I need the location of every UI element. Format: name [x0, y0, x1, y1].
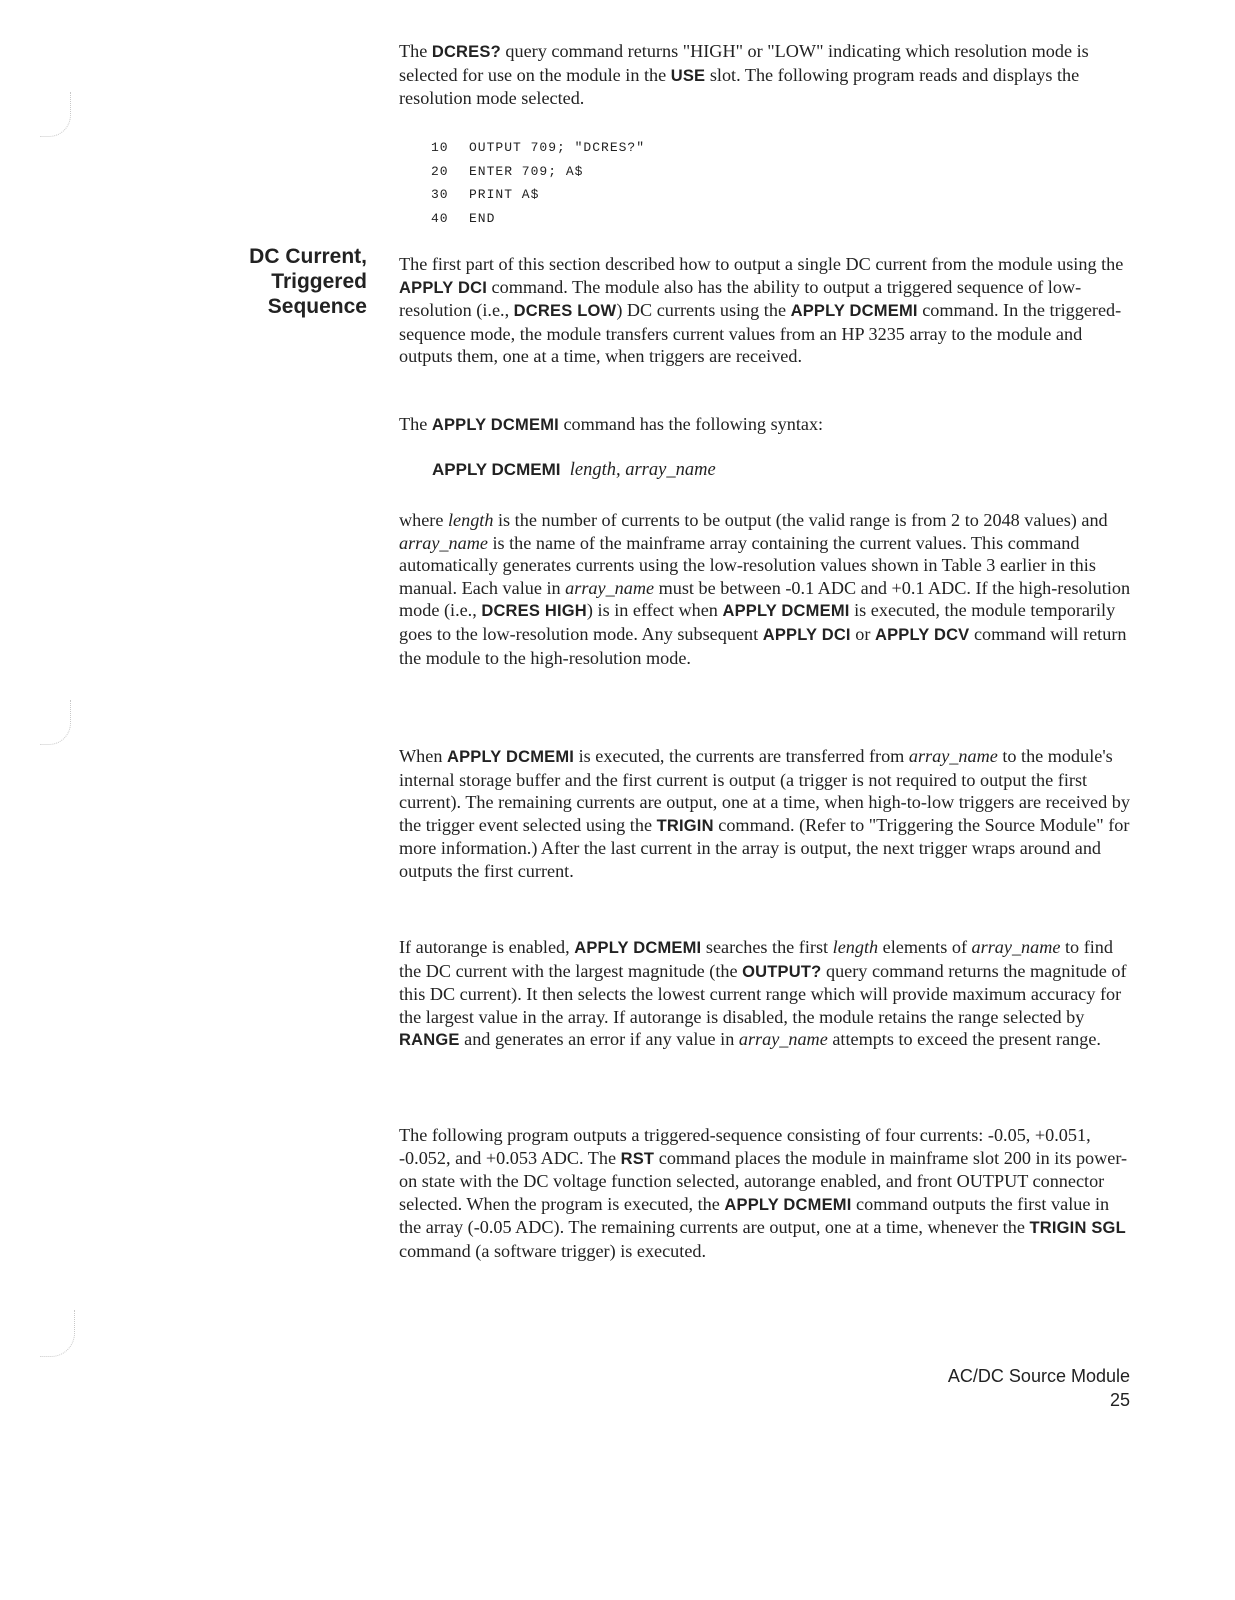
- intro-paragraph-block: [399, 40, 1135, 110]
- paragraph-2: The APPLY DCMEMI command has the following syntax:: [399, 414, 824, 434]
- syntax-line: [432, 460, 716, 481]
- syntax-command: APPLY DCMEMI: [432, 460, 561, 479]
- command-use: USE: [670, 66, 706, 85]
- paragraph-3: where length is the number of currents to be output (the valid range is from 2 to 2048 values) and array_name is the name of the mainframe array containing the current values. This command automatically generates currents using the low-resolution values shown in Table 3 earlier in this manual. Each value in array_name must be between -0.1 ADC and +0.1 ADC. If the high-resolution mode (i.e., DCRES HIGH) is in effect when APPLY DCMEMI is executed, the module temporarily goes to the low-resolution mode. Any subsequent APPLY DCI or APPLY DCV command will return the module to the high-resolution mode.: [399, 510, 1131, 668]
- paragraph-6: The following program outputs a triggered-sequence consisting of four currents: -0.05, +0.051, -0.052, and +0.053 ADC. The RST command places the module in mainframe slot 200 in its power-on state with the DC voltage function selected, autorange enabled, and front OUTPUT connector selected. When the program is executed, the APPLY DCMEMI command outputs the first value in the array (-0.05 ADC). The remaining currents are output, one at a time, whenever the TRIGIN SGL command (a software trigger) is executed.: [399, 1125, 1128, 1261]
- paragraph-5: If autorange is enabled, APPLY DCMEMI searches the first length elements of array_name to find the DC current with the largest magnitude (the OUTPUT? query command returns the magnitude of this DC current). It then selects the lowest current range which will provide maximum accuracy for the largest value in the array. If autorange is disabled, the module retains the range selected by RANGE and generates an error if any value in array_name attempts to exceed the present range.: [399, 937, 1127, 1050]
- binder-hole-mark-top: [40, 92, 71, 137]
- footer-title: AC/DC Source Module: [947, 1366, 1130, 1386]
- code-line: 40 END: [431, 210, 496, 226]
- page-number: 25: [1109, 1390, 1130, 1410]
- binder-hole-mark-bottom: [40, 1310, 75, 1357]
- intro-paragraph: The DCRES? query command returns "HIGH" or "LOW" indicating which resolution mode is selected for use on the module in the USE slot. The following program reads and displays the resolution mode selected.: [399, 41, 1089, 109]
- paragraph-4: When APPLY DCMEMI is executed, the currents are transferred from array_name to the module's internal storage buffer and the first current is output (a trigger is not required to output the first current). The remaining currents are output, one at a time, when high-to-low triggers are received by the trigger event selected using the TRIGIN command. (Refer to "Triggering the Source Module" for more information.) After the last current in the array is output, the next trigger wraps around and outputs the first current.: [399, 746, 1130, 881]
- code-line: 10 OUTPUT 709; "DCRES?": [431, 140, 646, 155]
- syntax-arguments: length, array_name: [569, 460, 716, 480]
- code-listing: [431, 136, 645, 230]
- binder-hole-mark-middle: [40, 700, 71, 745]
- command-dcres-query: DCRES?: [431, 43, 501, 61]
- page-footer: [948, 1364, 1130, 1412]
- paragraph-1: The first part of this section described how to output a single DC current from the module using the APPLY DCI command. The module also has the ability to output a triggered sequence of low-resolution (i.e., DCRES LOW) DC currents using the APPLY DCMEMI command. In the triggered-sequence mode, the module transfers current values from an HP 3235 array to the module and outputs them, one at a time, when triggers are received.: [399, 254, 1124, 367]
- code-line: 30 PRINT A$: [431, 187, 540, 202]
- section-heading: DC Current, Triggered Sequence: [249, 245, 367, 318]
- code-line: 20 ENTER 709; A$: [431, 163, 584, 179]
